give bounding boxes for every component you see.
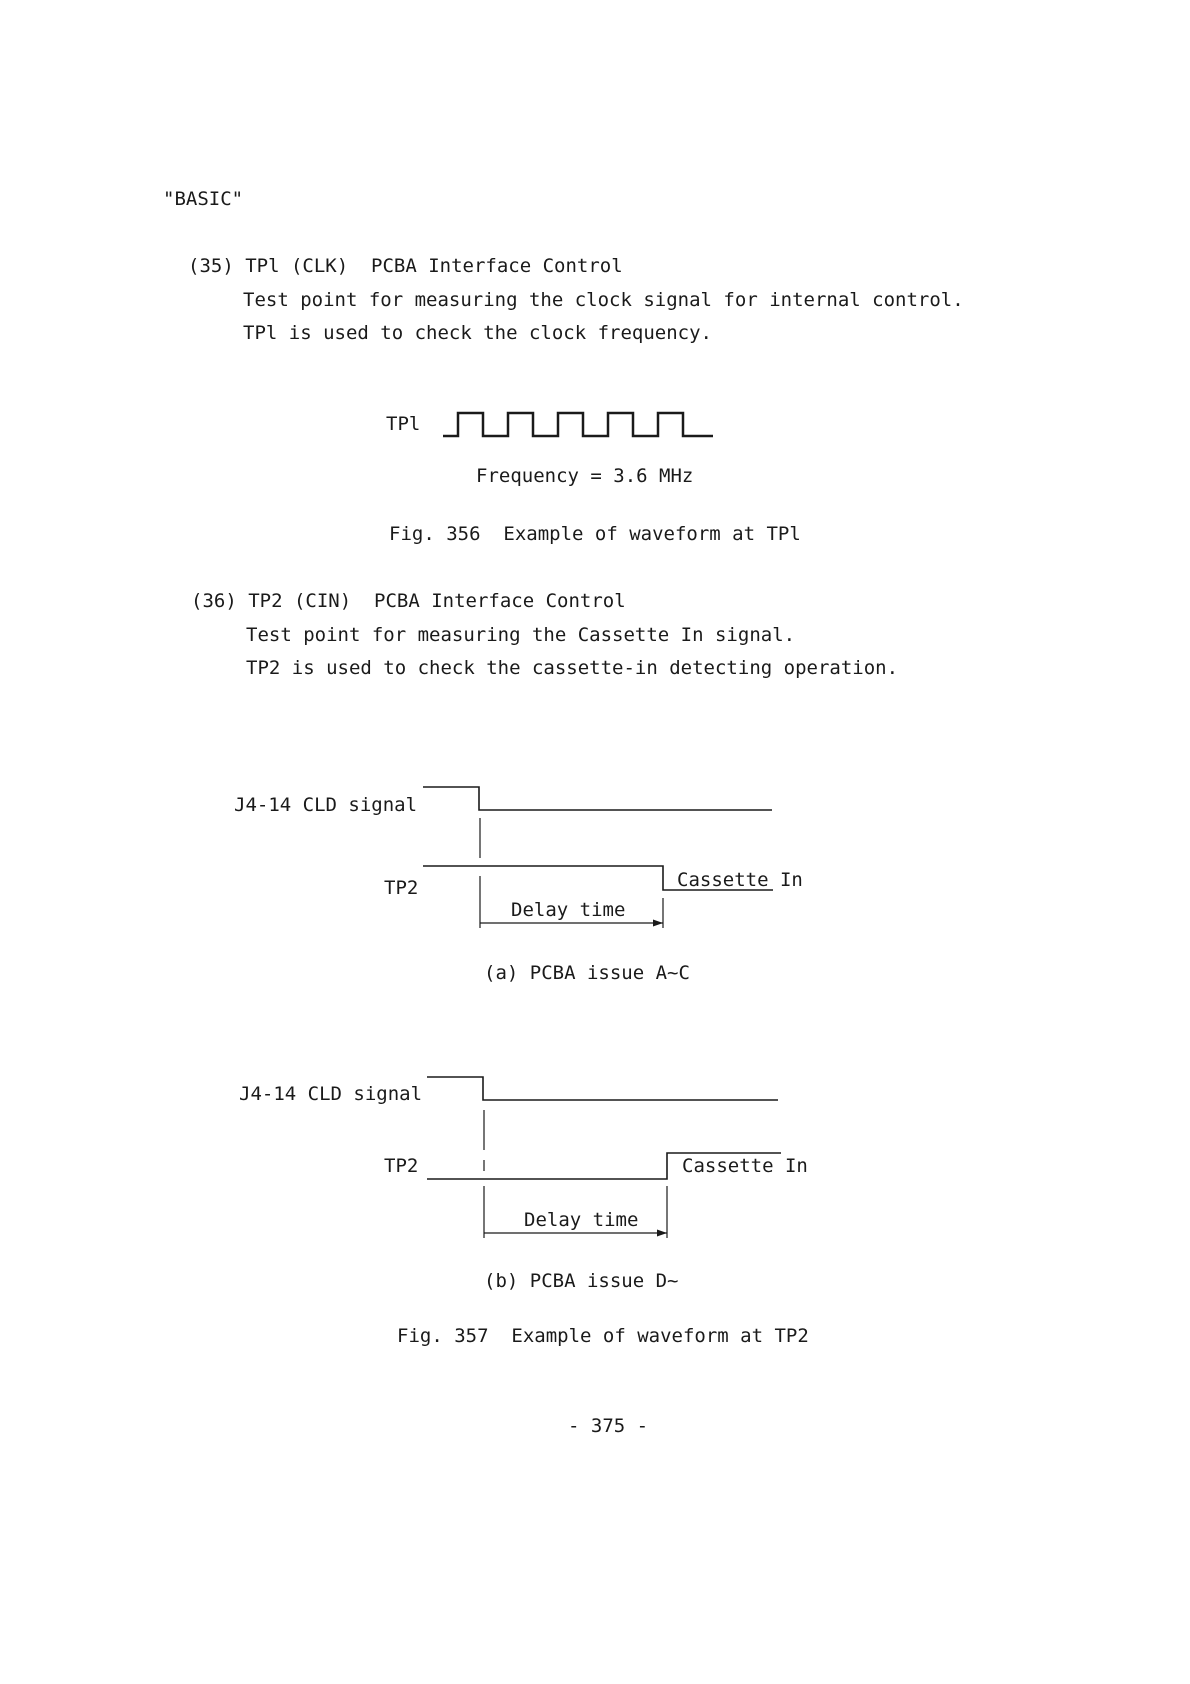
fig-356-caption: Fig. 356 Example of waveform at TPl — [389, 523, 801, 545]
fig-357a-tp2-waveform — [423, 866, 773, 890]
fig-357b-cld-label: J4-14 CLD signal — [239, 1083, 423, 1105]
frequency-label: Frequency = 3.6 MHz — [476, 465, 694, 487]
section-36-line-2: TP2 is used to check the cassette-in detecting operation. — [246, 657, 899, 679]
tp1-signal-label: TPl — [386, 413, 421, 435]
fig-357-caption: Fig. 357 Example of waveform at TP2 — [397, 1325, 809, 1347]
fig-357a-cld-label: J4-14 CLD signal — [234, 794, 418, 816]
fig-357b-tp2-label: TP2 — [384, 1155, 419, 1177]
tp1-clock-waveform — [443, 413, 713, 436]
fig-357b-caption: (b) PCBA issue D~ — [484, 1270, 679, 1292]
fig-357b-delay-label: Delay time — [524, 1209, 639, 1231]
fig-357a-cassette-label: Cassette In — [677, 869, 803, 891]
section-35-line-1: Test point for measuring the clock signal for internal control. — [243, 289, 964, 311]
section-35-heading: (35) TPl (CLK) PCBA Interface Control — [188, 255, 623, 277]
fig-357b-cassette-label: Cassette In — [682, 1155, 808, 1177]
fig-357b-tp2-waveform — [427, 1153, 781, 1179]
fig-357b-delay-arrowhead — [657, 1230, 667, 1237]
fig-357a-tp2-label: TP2 — [384, 877, 419, 899]
section-36-line-1: Test point for measuring the Cassette In signal. — [246, 624, 796, 646]
page-number: - 375 - — [568, 1415, 649, 1437]
fig-357a-caption: (a) PCBA issue A~C — [484, 962, 690, 984]
section-36-heading: (36) TP2 (CIN) PCBA Interface Control — [191, 590, 626, 612]
fig-357a-delay-arrowhead — [653, 920, 663, 927]
fig-357b-cld-waveform — [427, 1077, 778, 1100]
section-tag: "BASIC" — [163, 188, 244, 210]
fig-357a-delay-label: Delay time — [511, 899, 626, 921]
fig-357a-cld-waveform — [423, 787, 772, 810]
section-35-line-2: TPl is used to check the clock frequency. — [243, 322, 712, 344]
